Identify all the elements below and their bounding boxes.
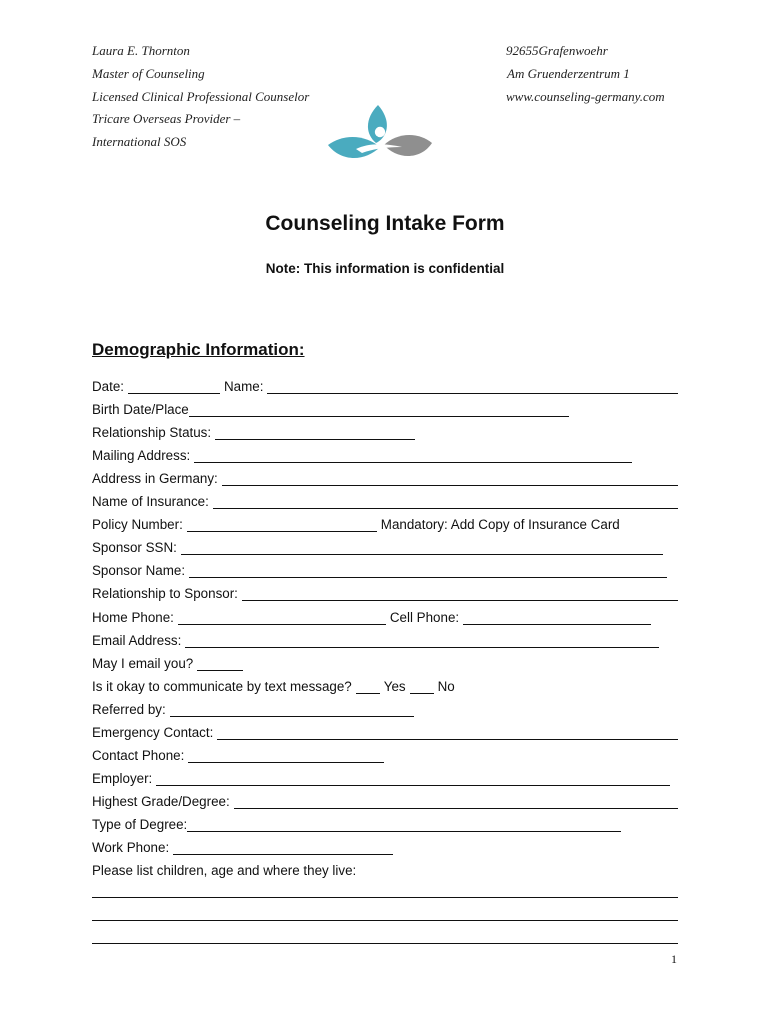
sponsor-name-field[interactable] (189, 563, 667, 578)
cell-phone-field[interactable] (463, 610, 651, 625)
text-msg-row (92, 674, 678, 697)
text-no-label: No (437, 678, 455, 694)
relationship-status-label: Relationship Status: (92, 425, 212, 441)
date-label: Date: (92, 379, 125, 395)
employer-field[interactable] (156, 771, 670, 786)
text-yes-field[interactable] (356, 679, 380, 694)
work-phone-field[interactable] (173, 840, 393, 855)
text-no-field[interactable] (410, 679, 434, 694)
policy-label: Policy Number: (92, 517, 183, 533)
referred-field[interactable] (170, 702, 414, 717)
demographic-fields (92, 374, 678, 881)
relationship-status-field[interactable] (215, 425, 415, 440)
relationship-status-row (92, 420, 678, 443)
address-germany-label: Address in Germany: (92, 471, 218, 487)
contact-phone-label: Contact Phone: (92, 747, 185, 763)
children-line-1[interactable] (92, 897, 678, 898)
sponsor-name-label: Sponsor Name: (92, 563, 186, 579)
phone-row (92, 604, 678, 627)
may-email-row (92, 651, 678, 674)
page-number: 1 (671, 952, 677, 966)
practice-website: www.counseling-germany.com (506, 88, 665, 104)
practitioner-name: Laura E. Thornton (92, 43, 190, 58)
sponsor-ssn-field[interactable] (181, 540, 663, 555)
type-degree-field[interactable] (187, 817, 621, 832)
date-name-row (92, 374, 678, 397)
form-title: Counseling Intake Form (265, 212, 505, 235)
name-label: Name: (224, 379, 264, 395)
emergency-row (92, 720, 678, 743)
practitioner-degree: Master of Counseling (92, 65, 205, 81)
practitioner-provider-2: International SOS (92, 134, 187, 150)
relationship-sponsor-label: Relationship to Sponsor: (92, 586, 238, 602)
birth-field[interactable] (189, 402, 569, 417)
home-phone-label: Home Phone: (92, 609, 174, 625)
text-yes-label: Yes (383, 678, 406, 694)
email-field[interactable] (185, 633, 659, 648)
email-label: Email Address: (92, 632, 182, 648)
insurance-field[interactable] (213, 494, 678, 509)
policy-row (92, 512, 678, 535)
policy-field[interactable] (187, 517, 377, 532)
emergency-field[interactable] (217, 725, 678, 740)
address-city: 92655Grafenwoehr (506, 43, 608, 58)
birth-row (92, 397, 678, 420)
children-line-2[interactable] (92, 920, 678, 921)
referred-row (92, 697, 678, 720)
may-email-field[interactable] (197, 656, 243, 671)
birth-label: Birth Date/Place (92, 402, 189, 418)
referred-label: Referred by: (92, 701, 166, 717)
policy-note: Mandatory: Add Copy of Insurance Card (380, 517, 620, 533)
grade-row (92, 789, 678, 812)
mailing-label: Mailing Address: (92, 448, 191, 464)
work-phone-row (92, 835, 678, 858)
contact-phone-row (92, 743, 678, 766)
insurance-label: Name of Insurance: (92, 494, 209, 510)
section-heading: Demographic Information: (92, 340, 305, 359)
address-germany-field[interactable] (222, 471, 678, 486)
relationship-sponsor-field[interactable] (242, 586, 678, 601)
practitioner-license: Licensed Clinical Professional Counselor (92, 88, 310, 104)
type-degree-row (92, 812, 678, 835)
type-degree-label: Type of Degree: (92, 816, 188, 832)
practitioner-info (92, 43, 309, 157)
email-row (92, 628, 678, 651)
cell-phone-label: Cell Phone: (389, 609, 460, 625)
grade-field[interactable] (234, 794, 678, 809)
employer-label: Employer: (92, 770, 153, 786)
mailing-row (92, 443, 678, 466)
insurance-row (92, 489, 678, 512)
relationship-sponsor-row (92, 581, 678, 604)
emergency-label: Emergency Contact: (92, 724, 214, 740)
children-line-3[interactable] (92, 943, 678, 944)
contact-phone-field[interactable] (188, 748, 384, 763)
sponsor-ssn-row (92, 535, 678, 558)
confidential-note: Note: This information is confidential (265, 261, 505, 276)
sponsor-ssn-label: Sponsor SSN: (92, 540, 177, 556)
mailing-field[interactable] (194, 448, 632, 463)
name-field[interactable] (267, 379, 678, 394)
work-phone-label: Work Phone: (92, 839, 170, 855)
sponsor-name-row (92, 558, 678, 581)
practice-address (506, 43, 665, 111)
may-email-label: May I email you? (92, 655, 194, 671)
children-row (92, 858, 678, 881)
employer-row (92, 766, 678, 789)
address-street: Am Gruenderzentrum 1 (507, 65, 630, 81)
text-msg-label: Is it okay to communicate by text message? (92, 678, 352, 694)
leaf-figure-logo-icon (326, 103, 434, 169)
grade-label: Highest Grade/Degree: (92, 793, 230, 809)
children-label: Please list children, age and where they live: (92, 863, 357, 879)
home-phone-field[interactable] (178, 610, 386, 625)
practitioner-provider: Tricare Overseas Provider – (92, 111, 241, 127)
date-field[interactable] (128, 379, 220, 394)
address-germany-row (92, 466, 678, 489)
